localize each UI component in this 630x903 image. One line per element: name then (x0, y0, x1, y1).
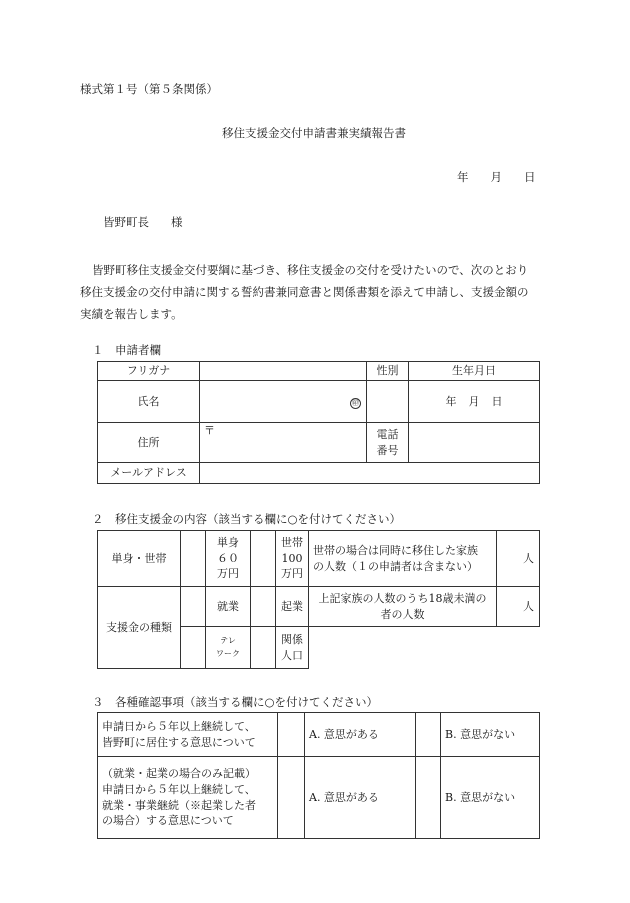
work-intent-question: （就業・起業の場合のみ記載） 申請日から５年以上継続して、 就業・事業継続（※起業した者 の場合）する意思について (98, 757, 278, 839)
residence-option-b: B. 意思がない (441, 713, 540, 757)
work-b-mark-cell[interactable] (416, 757, 441, 839)
family-amount: 世帯 100 万円 (276, 531, 309, 587)
support-content-table (97, 530, 540, 669)
seal-mark: ㊞ (352, 398, 359, 407)
intro-paragraph (80, 259, 552, 325)
furigana-input[interactable] (200, 362, 367, 381)
birth-month: 月 (468, 394, 480, 408)
date-day: 日 (524, 170, 536, 184)
relation-mark-cell[interactable] (251, 627, 276, 669)
startup-mark-cell[interactable] (251, 587, 276, 627)
applicant-table (97, 361, 540, 484)
residence-intent-question: 申請日から５年以上継続して、 皆野町に居住する意思について (98, 713, 278, 757)
addressee-name: 皆野町長 (103, 215, 149, 229)
birthdate-input[interactable] (409, 381, 540, 423)
intro-line-2: 移住支援金の交付申請に関する誓約書兼同意書と関係書類を添えて申請し、支援金額の (80, 285, 529, 299)
minors-label: 上記家族の人数のうち18歳未満の 者の人数 (309, 587, 497, 627)
confirmation-table (97, 712, 540, 839)
email-input[interactable] (200, 463, 540, 484)
addressee-suffix: 様 (171, 215, 183, 229)
birthdate-label: 生年月日 (409, 362, 540, 381)
type-label: 支援金の種類 (98, 587, 181, 669)
date-line (457, 170, 536, 185)
household-label: 単身・世帯 (98, 531, 181, 587)
empty-space (309, 627, 497, 669)
name-label: 氏名 (98, 381, 200, 423)
addressee (103, 215, 183, 230)
work-option-b: B. 意思がない (441, 757, 540, 839)
birth-day: 日 (491, 394, 503, 408)
relation-label: 関係 人口 (276, 627, 309, 669)
telework-mark-cell[interactable] (181, 627, 206, 669)
family-count-input[interactable]: 人 (497, 531, 540, 587)
single-amount: 単身 ６０ 万円 (206, 531, 251, 587)
furigana-label: フリガナ (98, 362, 200, 381)
phone-label: 電話 番号 (367, 423, 409, 463)
section2-heading: ２ 移住支援金の内容（該当する欄に○を付けてください） (92, 512, 402, 526)
employment-mark-cell[interactable] (181, 587, 206, 627)
gender-input[interactable] (367, 381, 409, 423)
single-mark-cell[interactable] (181, 531, 206, 587)
residence-option-a: A. 意思がある (305, 713, 416, 757)
family-count-label: 世帯の場合は同時に移住した家族 の人数（１の申請者は含まない） (309, 531, 497, 587)
phone-input[interactable] (409, 423, 540, 463)
startup-label: 起業 (276, 587, 309, 627)
minors-count-input[interactable]: 人 (497, 587, 540, 627)
postal-mark: 〒 (204, 424, 215, 437)
date-year: 年 (457, 170, 469, 184)
residence-a-mark-cell[interactable] (278, 713, 305, 757)
section3-heading: ３ 各種確認事項（該当する欄に○を付けてください） (92, 695, 379, 709)
document-title: 移住支援金交付申請書兼実績報告書 (222, 126, 406, 140)
name-input[interactable] (200, 381, 367, 423)
work-option-a: A. 意思がある (305, 757, 416, 839)
address-input[interactable] (200, 423, 367, 463)
intro-line-1: 皆野町移住支援金交付要綱に基づき、移住支援金の交付を受けたいので、次のとおり (92, 263, 529, 277)
telework-label: テレ ワーク (206, 627, 251, 669)
form-number: 様式第１号（第５条関係） (80, 82, 218, 96)
intro-line-3: 実績を報告します。 (80, 307, 183, 321)
birth-year: 年 (445, 394, 457, 408)
gender-label: 性別 (367, 362, 409, 381)
empty-space (497, 627, 540, 669)
employment-label: 就業 (206, 587, 251, 627)
email-label: メールアドレス (98, 463, 200, 484)
residence-b-mark-cell[interactable] (416, 713, 441, 757)
work-a-mark-cell[interactable] (278, 757, 305, 839)
date-month: 月 (490, 170, 502, 184)
section1-heading: １ 申請者欄 (92, 343, 161, 357)
family-mark-cell[interactable] (251, 531, 276, 587)
address-label: 住所 (98, 423, 200, 463)
